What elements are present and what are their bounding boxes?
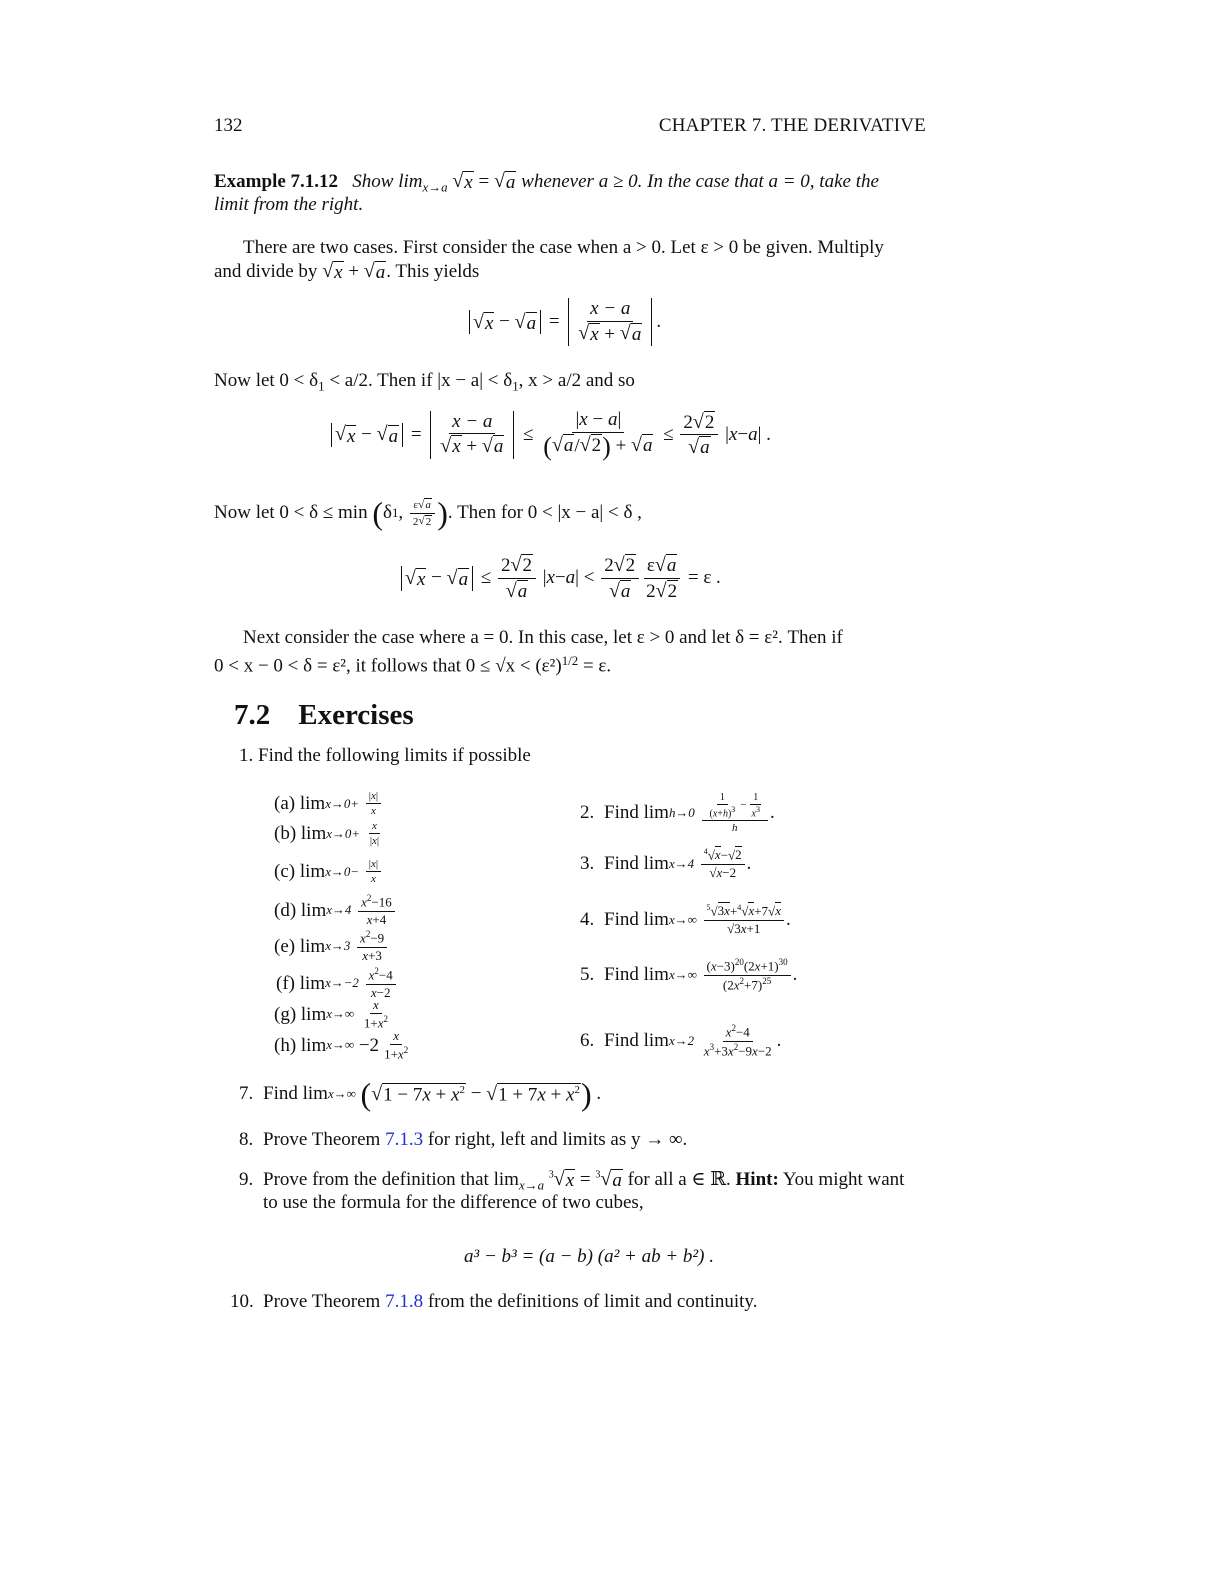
section-heading <box>234 697 414 733</box>
page-number: 132 <box>214 115 243 136</box>
theorem-7-1-3-link[interactable]: 7.1.3 <box>385 1129 424 1150</box>
exercise-1h: (h) lim x→∞ −2 $\frac{x}{1+x^2}$ <box>274 1028 409 1062</box>
exercise-1b: (b) lim x→0+ $\frac{x}{|x|}$ <box>274 820 380 848</box>
example-statement: Example 7.1.12 Show $\lim_{x\to a}$ √ x = √ a whenever a ≥ 0. In the case that a = 0, take the <box>214 170 879 195</box>
theorem-7-1-8-link[interactable]: 7.1.8 <box>385 1291 424 1312</box>
section-title: Exercises <box>298 699 414 731</box>
exercise-1: 1. Find the following limits if possible <box>239 745 531 766</box>
running-header: CHAPTER 7. THE DERIVATIVE <box>658 115 926 136</box>
paragraph-1-line2: and divide by √ x + √ a . This yields <box>214 260 480 284</box>
paragraph-1-line1: There are two cases. First consider the case when a > 0. Let ε > 0 be given. Multiply <box>243 237 884 258</box>
cubes-formula: a³ − b³ = (a − b) (a² + ab + b²) . <box>464 1246 714 1267</box>
example-label: Example 7.1.12 <box>214 171 339 192</box>
exercise-6: 6. Find lim x→2 $\frac{x^2-4}{x^3+3x^2-9x-2}$ . <box>580 1023 782 1058</box>
exercise-9: 9. Prove from the definition that $\lim_{x\to a} ^3$ √ x = $^3$ √ a for all a ∈ ℝ. Hint: You might want <box>239 1168 905 1193</box>
paragraph-3: Now let 0 < δ ≤ min ( δ 1 , ε √ a 2 √ 2 ) . Then for 0 < |x − a| < δ , <box>214 495 642 531</box>
equation-3: √ x − √ a ≤ 2 √ 2 √ a | x − a | < 2 √ 2 √ a ε √ a 2 √ 2 = ε . <box>398 554 721 603</box>
section-number: 7.2 <box>234 699 271 731</box>
exercise-2: 2. Find lim h→0 $\frac{1}{(x+h)^3}$ − $\frac{1}{x^3}$ h . <box>580 792 775 835</box>
exercise-4: 4. Find lim x→∞ $\frac{^5√3x+^4√x+7√x}{√3x+1}$ . <box>580 903 791 936</box>
exercise-1g: (g) lim x→∞ $\frac{x}{1+x^2}$ <box>274 997 388 1031</box>
exercise-1c: (c) lim x→0− $\frac{|x|}{x}$ <box>274 858 383 885</box>
paragraph-2: Now let $0 < \delta_1 < a/2$. Then if $|x - a| < \delta_1$, x > a/2 and so <box>214 370 635 394</box>
paragraph-4-line1: Next consider the case where a = 0. In this case, let ε > 0 and let δ = ε². Then if <box>243 627 843 648</box>
exercise-3: 3. Find lim x→4 $\frac{^4√x-√2}{√x-2}$ . <box>580 847 752 880</box>
equation-1: √ x − √ a = x − a √ x + √ a . <box>466 298 661 346</box>
exercise-1e: (e) lim x→3 $\frac{x^2-9}{x+3}$ <box>274 930 389 963</box>
example-statement-line2: limit from the right. <box>214 194 364 215</box>
exercise-9-line2: to use the formula for the difference of two cubes, <box>263 1192 644 1213</box>
exercise-1d: (d) lim x→4 $\frac{x^2-16}{x+4}$ <box>274 894 397 927</box>
equation-2: √ x − √ a = x − a √ x + √ a ≤ |x − a| ( √ a / √ 2 ) + √ a ≤ 2 √ 2 √ a | x − a | . <box>328 410 771 460</box>
exercise-10: 10. Prove Theorem 7.1.8 from the definitions of limit and continuity. <box>230 1291 758 1312</box>
exercise-7: 7. Find lim x→∞ ( √ $1 - 7x + x^2$ − √ $1 + 7x + x^2$ ) . <box>239 1076 602 1112</box>
exercise-5: 5. Find lim x→∞ $\frac{(x-3)^{20}(2x+1)^{30}}{(2x^2+7)^{25}}$ . <box>580 957 798 992</box>
exercise-8: 8. Prove Theorem 7.1.3 for right, left and limits as y → ∞. <box>239 1129 688 1150</box>
paragraph-4-line2: 0 < x − 0 < δ = ε², it follows that $0 \le √x < (\varepsilon^2)^{1/2} = \varepsilon$. <box>214 653 612 677</box>
exercise-1a: (a) lim x→0+ $\frac{|x|}{x}$ <box>274 790 383 817</box>
exercise-1f: (f) lim x→−2 $\frac{x^2-4}{x-2}$ <box>276 967 398 1000</box>
